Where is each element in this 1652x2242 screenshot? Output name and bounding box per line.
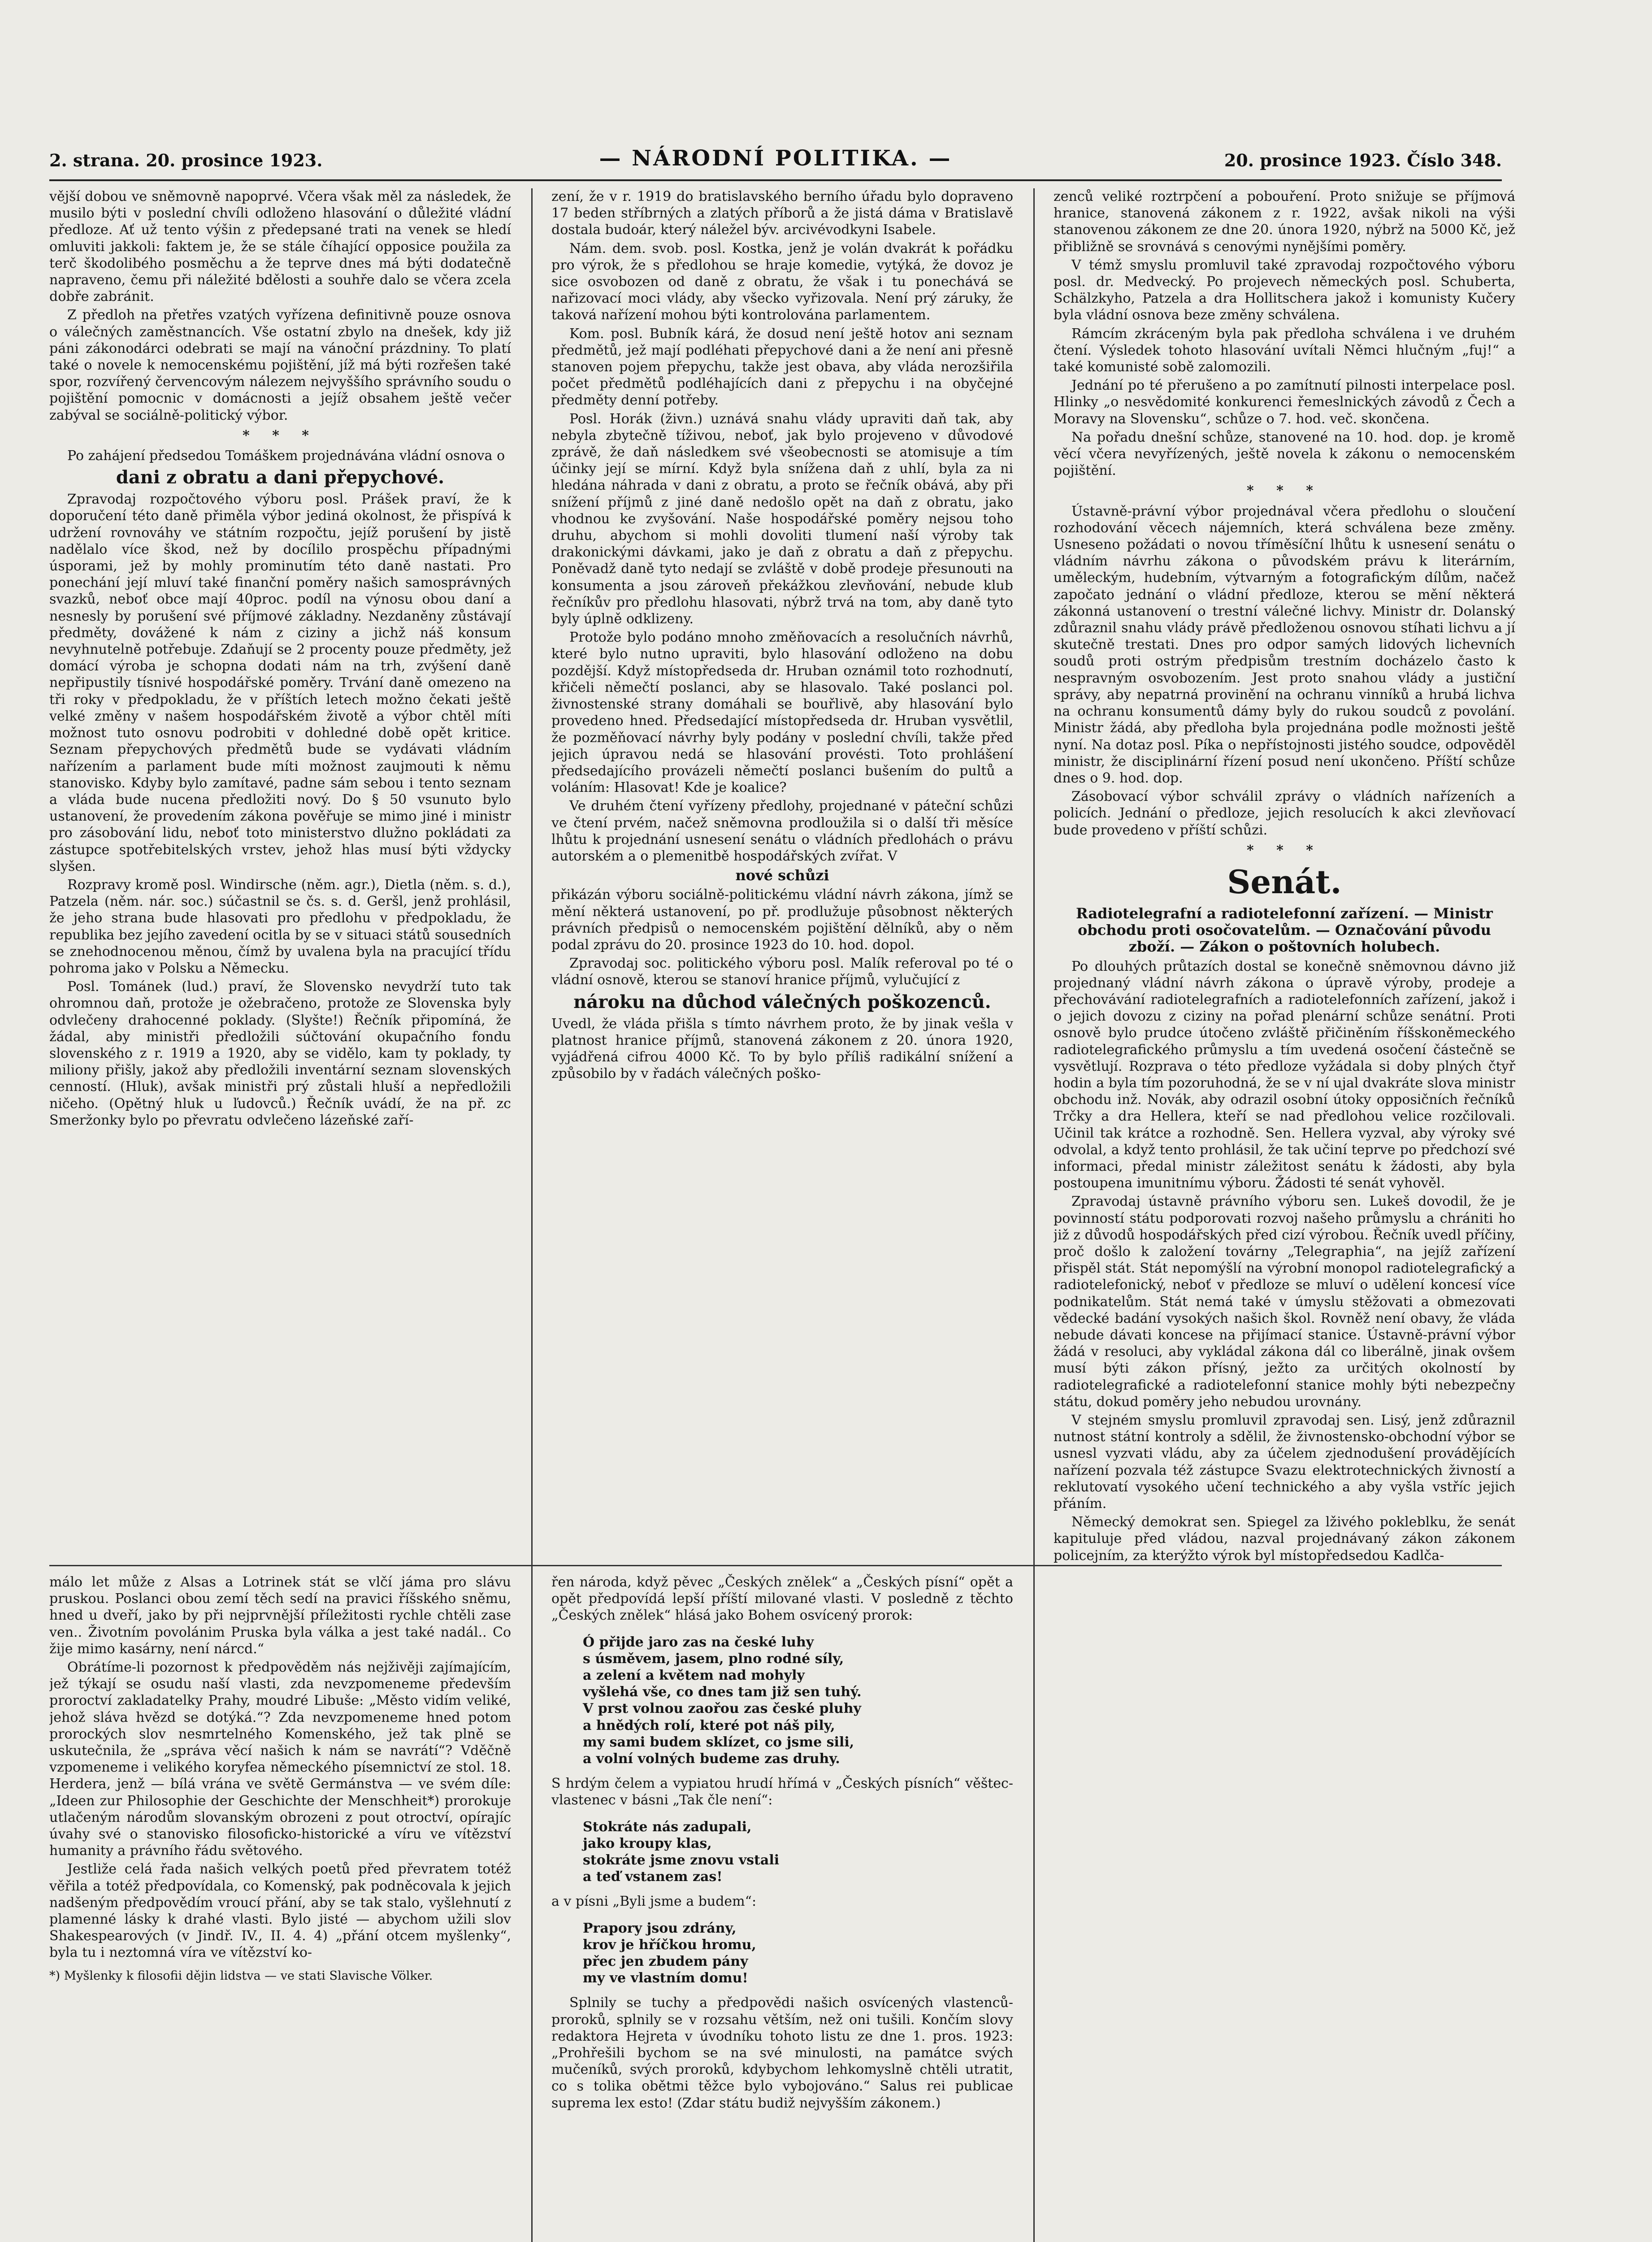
- paragraph: Jednání po té přerušeno a po zamítnutí pilnosti interpelace posl. Hlinky „o nesvědomité konkurenci řemeslnických závodů z Čech a Moravy na Slovensku“, schůze o 7. hod. več. skončena.: [1054, 378, 1515, 427]
- poem-line: a teď vstanem zas!: [583, 1869, 723, 1885]
- paragraph: zenců veliké roztrpčení a pobouření. Proto snižuje se příjmová hranice, stanovená zákonem z r. 1922, avšak nikoli na výši stanovenou zákonem ze dne 20. února 1920, nýbrž na 5000 Kč, jež přibližně se srovnává s cenovými nynějšími poměry.: [1054, 189, 1515, 255]
- paragraph: V stejném smyslu promluvil zpravodaj sen. Lisý, jenž zdůraznil nutnost státní kontroly a sdělil, že živnostensko-obchodní výbor se usnesl vyzvati vládu, aby za účelem zjednodušení provádějících nařízení pozvala též zástupce Svazu elektrotechnických živností a reklutovatí vysokého učení technického a aby vyšla vstříc jejich přáním.: [1054, 1412, 1515, 1512]
- poem-line: my ve vlastním domu!: [583, 1970, 748, 1986]
- paragraph: Z předloh na přetřes vzatých vyřízena definitivně pouze osnova o válečných zaměstnancích. Vše ostatní zbylo na dnešek, kdy již páni zákonodárci odebrati se mají na vánoční prázdniny. To platí také o novele k nemocenskému pojištění, jíž má býti rozřešen také spor, rozvířený červencovým nálezem nejvyššího správního soudu o pojištění pomocnic v domácnosti a jejíž obsahem ještě večer zabýval se sociálně-politický výbor.: [49, 307, 511, 423]
- paragraph: Zpravodaj rozpočtového výboru posl. Prášek praví, že k doporučení této daně přiměla výbor jediná okolnost, že přispívá k udržení rovnováhy ve státním rozpočtu, jejíž porušení by jistě nadělalo více škod, než by docílilo prospěchu případnými úsporami, jež by mohly prominutím této daně nastati. Pro ponechání její mluví také finanční poměry našich samosprávných svazků, neboť obce mají 40proc. podíl na výnosu obou daní a nesnesly by porušení své příjmové základny. Nezdaněny zůstávají předměty, dovážené k nám z ciziny a jichž náš konsum nevyhnutelně potřebuje. Zdaňují se 2 procenty pouze předměty, jež domácí výroba je schopna dodati nám na trh, zvýšení daně nepřipustily tísnivé hospodářské poměry. Trvání daně omezeno na tři roky v předpokladu, že v příštích letech možno čekati ještě velké změny v našem hospodářském životě a výbor chtěl míti možnost tuto osnovu podrobiti v dohledné době opět kritice. Seznam přepychových předmětů bude se vydávati vládním nařízením a parlament bude míti možnost zaujmouti k němu stanovisko. Kdyby bylo zamítavé, padne sám sebou i tento seznam a vláda bude nucena předložiti nový. Do § 50 vsunuto bylo ustanovení, že provedením zákona pověřuje se mimo jiné i ministr pro zásobování lidu, neboť toto ministerstvo dlužno pokládati za zástupce spotřebitelských vrstev, jehož hlas musí býti vždycky slyšen.: [49, 491, 511, 874]
- paragraph: vější dobou ve sněmovně napoprvé. Včera však měl za následek, že musilo býti v poslední chvíli odloženo hlasování o důležité vládní předloze. Ať už tento výšin z předepsané trati na venek se hledí omluviti jakkoli: faktem je, že se stále číhající opposice použila za terč škodolibého posměchu a že teprve dnes má býti dodatečně napraveno, čemu při náležité bdělosti a souhře dalo se včera zcela dobře zabránit.: [49, 189, 511, 305]
- paragraph: řen národa, když pěvec „Českých znělek“ a „Českých písní“ opět a opět předpovídá lepší příští milované vlasti. V posledně z těchto „Českých znělek“ hlásá jako Bohem osvícený prorok:: [551, 1574, 1013, 1624]
- poem-line: vyšlehá vše, co dnes tam již sen tuhý.: [583, 1684, 862, 1700]
- paragraph: Ústavně-právní výbor projednával včera předlohu o sloučení rozhodování věcech nájemních, která schválena beze změny. Usneseno požádati o novou tříměsíční lhůtu k usnesení senátu o vládním návrhu zákona o původském právu k literárním, uměleckým, hudebním, výtvarným a fotografickým dílům, načež započato jednání o vládní předloze, kterou se mění některá zákonná ustanovení o trestní válečné lichvy. Ministr dr. Dolanský zdůraznil snahu vlády právě předloženou osnovou stíhati lichvu a jí skutečně trestati. Dnes pro odpor samých lidových lichevních soudů proti ostrým předpisům trestním docházelo často k nespravným osvobozením. Jest proto snahou vlády a justiční správy, aby nepatrná provinění na ochranu vinníků a hrubá lichva na ochranu konsumentů dámy byly do rukou soudců z povolání. Ministr žádá, aby předloha byla projednána podle možnosti ještě nyní. Na dotaz posl. Píka o nepřístojnosti jistého soudce, odpověděl ministr, že disciplinární řízení posud není ukončeno. Příští schůze dnes o 9. hod. dop.: [1054, 503, 1515, 786]
- poem-line: přec jen zbudem pány: [583, 1954, 748, 1970]
- paragraph: a v písni „Byli jsme a budem“:: [551, 1894, 757, 1910]
- section-separator: * * *: [1247, 483, 1322, 499]
- paragraph: Uvedl, že vláda přišla s tímto návrhem proto, že by jinak vešla v platnost hranice příjmů, stanovená zákonem z 20. února 1920, vyjádřená cifrou 4000 Kč. To by bylo příliš radikální snížení a způsobilo by v řadách válečných poško-: [551, 1016, 1013, 1082]
- poem-line: krov je hříčkou hromu,: [583, 1937, 756, 1953]
- paragraph: Zásobovací výbor schválil zprávy o vládních nařízeních a policích. Jednání o předloze, jejich resolucích k akci zlevňovací bude provedeno v příští schůzi.: [1054, 789, 1515, 838]
- senate-headline: Senát.: [1227, 862, 1342, 901]
- poem-line: Stokráte nás zadupali,: [583, 1819, 752, 1835]
- spacer: [551, 1626, 1013, 1634]
- spacer: [551, 1885, 1013, 1893]
- page-header: [49, 146, 1502, 177]
- paragraph: Rozpravy kromě posl. Windirsche (něm. agr.), Dietla (něm. s. d.), Patzela (něm. nár. soc.) súčastnil se čs. s. d. Geršl, jenž prohlásil, že jeho strana bude hlasovati pro předlohu v předpokladu, že republika bez jejího zavedení ocitla by se v situaci států sousedních se znehodnocenou měnou, čímž by uvalena byla na pracující třídu pohroma jako v Polsku a Německu.: [49, 877, 511, 976]
- paragraph: Posl. Horák (živn.) uznává snahu vlády upraviti daň tak, aby nebyla zbytečně tíživou, neboť, jak bylo projeveno v důvodové zprávě, že daň následkem své všeobecnosti se atomisuje a tím účinky její se mírní. Když byla snížena daň z uhlí, byla za ni hledána náhrada v dani z obratu, a proto se řečník obává, aby při snížení příjmů z jiné daně nedošlo opět na daň z obratu, jako vhodnou ke zvyšování. Naše hospodářské poměry nejsou toho druhu, abychom si mohli dovoliti tlumení naší výroby tak drakonickými dávkami, jako je daň z obratu a daň z přepychu. Poněvadž daně tyto nedají se zvláště v době prodeje přesunouti na konsumenta a jsou zároveň překážkou zlevňování, nebude klub řečníkův pro předlohu hlasovati, nýbrž trvá na tom, aby daně tyto byly úplně odklizeny.: [551, 411, 1013, 627]
- paragraph: Posl. Tománek (lud.) praví, že Slovensko nevydrží tuto tak ohromnou daň, protože je ožebračeno, protože ze Slovenska byly odvlečeny drahocenné poklady. (Slyšte!) Řečník připomíná, že žádal, aby ministři předložili súčtování okupačního fondu slovenského z r. 1919 a 1920, aby se vidělo, kam ty poklady, ty miliony přišly, jakož aby předložili inventární seznam slovenských cenností. (Hluk), avšak ministři prý zůstali hluší a nepředložili ničeho. (Opětný hluk u ľudovců.) Řečník uvádí, že na př. zc Smeržonky bylo po převratu odvlečeno lázeňské zaří-: [49, 979, 511, 1128]
- poem-line: s úsměvem, jasem, plno rodné síly,: [583, 1651, 844, 1667]
- poem-line: jako kroupy klas,: [583, 1835, 712, 1851]
- paragraph: Protože bylo podáno mnoho změňovacích a resolučních návrhů, které bylo nutno upraviti, bylo hlasování odloženo na dobu pozdější. Když místopředseda dr. Hruban oznámil toto rozhodnutí, křičeli němečtí poslanci, aby se hlasovalo. Také poslanci pol. živnostenské strany domáhali se bouřlivě, aby hlasování bylo provedeno hned. Předsedající místopředseda dr. Hruban vysvětlil, že pozměňovací návrhy byly podány v poslední chvíli, takže před jejich úpravou nedá se hlasování provésti. Toto prohlášení předsedajícího provázeli němečtí poslanci bušením do pultů a voláním: Hlasovat! Kde je koalice?: [551, 630, 1013, 796]
- header-rule: [49, 179, 1502, 181]
- article-column-3: [1054, 188, 1515, 2242]
- paragraph: přikázán výboru sociálně-politickému vládní návrh zákona, jímž se mění některá ustanovení, po př. prodlužuje působnost některých právních předpisů o nemocenském pojištění dělníků, aby o něm podal zprávu do 20. prosince 1923 do 10. hod. dopol.: [551, 887, 1013, 953]
- section-headline: dani z obratu a dani přepychové.: [116, 467, 445, 488]
- spacer: [551, 1912, 1013, 1920]
- paragraph: Rámcím zkráceným byla pak předloha schválena i ve druhém čtení. Výsledek tohoto hlasování uvítali Němci hlučným „fuj!“ a také komunisté sobě zalomozili.: [1054, 326, 1515, 375]
- paragraph: Jestliže celá řada našich velkých poetů před převratem totéž věřila a totéž předpovídala, co Komenský, pak podněcovala k jejich nadšeným předpovědím vroucí přání, aby se tak stalo, vyšlehnutí z plamenné lásky k drahé vlasti. Bylo jisté — abychom užili slov Shakespearových (v Jindř. IV., II. 4. 4) „přání otcem myšlenky“, byla tu i neztomná víra ve vítězství ko-: [49, 1861, 511, 1961]
- paragraph: V témž smyslu promluvil také zpravodaj rozpočtového výboru posl. dr. Medvecký. Po projevech německých posl. Schuberta, Schälzkyho, Patzela a dra Hollitschera jakož i komunisty Kučery byla vládní osnova beze změny schválena.: [1054, 257, 1515, 323]
- paragraph: Zpravodaj soc. politického výboru posl. Malík referoval po té o vládní osnově, kterou se stanoví hranice příjmů, vylučující z: [551, 956, 1013, 988]
- masthead-title: — NÁRODNÍ POLITIKA. —: [599, 146, 952, 171]
- spacer: [551, 1986, 1013, 1994]
- section-separator: * * *: [1247, 842, 1322, 858]
- section-subhead: nové schůzi: [735, 867, 829, 884]
- paragraph: Kom. posl. Bubník kárá, že dosud není ještě hotov ani seznam předmětů, jež mají podléhati přepychové dani a že není ani přesně stanoven pojem přepychu, takže jest obava, aby vláda nerozšiřila počet předmětů podléhajících dani z přepychu i na obyčejné předměty denní potřeby.: [551, 326, 1013, 408]
- paragraph: Německý demokrat sen. Spiegel za lživého pokleblku, že senát kapituluje před vládou, nazval projednávaný zákon zákonem policejním, za kterýžto výrok byl místopředsedou Kadlča-: [1054, 1514, 1515, 1564]
- column-divider: [1033, 188, 1035, 2242]
- paragraph: S hrdým čelem a vypiatou hrudí hřímá v „Českých písních“ věštec-vlastenec v básni „Tak čle není“:: [551, 1776, 1013, 1808]
- poem-line: a zelení a květem nad mohyly: [583, 1668, 805, 1684]
- section-headline: nároku na důchod válečných poškozenců.: [573, 991, 991, 1012]
- spacer: [551, 1811, 1013, 1819]
- paragraph: Obrátíme-li pozornost k předpověděm nás nejživěji zajímajícím, jež týkají se osudu naší vlasti, zda nevzpomeneme především proroctví zakladatelky Prahy, moudré Libuše: „Město vidím veliké, jehož sláva hvězd se dotýká.“? Zda nevzpomeneme hned potom prorockých slov nesmrtelného Komenského, jež tak plně se uskutečnila, že „správa věcí našich k nám se navrátí“? Vděčně vzpomeneme i velikého koryfea německého písemnictví ze stol. 18. Herdera, jenž — bílá vrána ve světě Germánstva — ve svém díle: „Ideen zur Philosophie der Geschichte der Menschheit*) prorokuje utlačeným národům slovanským obrozeni z pout otroctví, opírajíc úvahy své o stanovisko filosoficko-historické a víru ve vítězství humanity a právního řádu světového.: [49, 1660, 511, 1859]
- footnote: *) Myšlenky k filosofii dějin lidstva — ve stati Slavische Völker.: [49, 1968, 433, 1983]
- poem-line: stokráte jsme znovu vstali: [583, 1852, 780, 1868]
- feuilleton-column-2: [551, 1574, 1013, 2242]
- senate-subhead: Radiotelegrafní a radiotelefonní zařízení. — Ministr obchodu proti osočovatelům. — Označování původu zboží. — Zákon o poštovních holubech.: [1076, 904, 1493, 956]
- column-divider: [531, 188, 533, 2242]
- header-date-page: 2. strana. 20. prosince 1923.: [49, 150, 323, 170]
- header-issue-number: 20. prosince 1923. Číslo 348.: [1224, 150, 1502, 170]
- paragraph: Na pořadu dnešní schůze, stanovené na 10. hod. dop. je kromě věcí včera nevyřízených, ještě novela k zákonu o nemocenském pojištění.: [1054, 429, 1515, 479]
- poem-line: my sami budem sklízet, co jsme sili,: [583, 1734, 854, 1750]
- poem-line: Prapory jsou zdrány,: [583, 1920, 737, 1936]
- section-separator: * * *: [243, 427, 318, 443]
- poem-line: a volní volných budeme zas druhy.: [583, 1751, 840, 1767]
- poem-line: V prst volnou zaořou zas české pluhy: [583, 1701, 861, 1717]
- paragraph: Nám. dem. svob. posl. Kostka, jenž je volán dvakrát k pořádku pro výrok, že s předlohou se hraje komedie, vytýká, že dovoz je sice osvobozen od daně z obratu, že však i tu ponechává se nařizovací moci vlády, aby všecko vyřizovala. Není prý záruky, že taková nařízení mohou býti kontrolována parlamentem.: [551, 240, 1013, 323]
- poem-line: Ó přijde jaro zas na české luhy: [583, 1634, 814, 1650]
- paragraph: zení, že v r. 1919 do bratislavského berního úřadu bylo dopraveno 17 beden stříbrných a zlatých příborů a že jistá dáma v Bratislavě dostala budoár, který náležel býv. arcivévodkyni Isabele.: [551, 189, 1013, 238]
- paragraph: málo let může z Alsas a Lotrinek stát se vlčí jáma pro slávu pruskou. Poslanci obou zemí těch sedí na pravici říšského sněmu, hned u dveří, jako by při nejprvnější příležitosti rychle chtěli zase ven.. Životním povolánim Pruska byla válka a jest také nadál.. Co žije mimo kasárny, není nárcd.“: [49, 1574, 511, 1657]
- feuilleton-column-1: [49, 1574, 511, 2242]
- paragraph: Splnily se tuchy a předpovědi našich osvícených vlastenců-proroků, splnily se v rozsahu větším, než oni tušili. Končím slovy redaktora Hejreta v úvodníku tohoto listu ze dne 1. pros. 1923: „Prohřešili bychom se na své minulosti, na památce svých mučeníků, svých proroků, kdybychom lehkomyslně chtěli utratit, co s tolika obětmi těžce bylo vybojováno.“ Salus rei publicae suprema lex esto! (Zdar státu budiž nejvyšším zákonem.): [551, 1995, 1013, 2111]
- spacer: [551, 1767, 1013, 1775]
- paragraph: Po zahájení předsedou Tomáškem projednávána vládní osnova o: [67, 448, 505, 464]
- poem-line: a hnědých rolí, které pot náš pily,: [583, 1717, 835, 1734]
- paragraph: Ve druhém čtení vyřízeny předlohy, projednané v páteční schůzi ve čtení prvém, načež sněmovna prodloužila si o další tři měsíce lhůtu k projednání usnesení senátu o vládních předlohách o právu autorském a o plemenitbě hospodářských zvířat. V: [551, 798, 1013, 864]
- paragraph: Po dlouhých průtazích dostal se konečně sněmovnou dávno již projednaný vládní návrh zákona o úpravě výroby, prodeje a přechovávání radiotelegrafních a radiotelefonních zařízení, jakož i o jejich dovozu z ciziny na pořad plenární schůze senátní. Proti osnově bylo prudce útočeno zvláště přičiněním říšskoněmeckého radiotelegrafického průmyslu a tím uvedená osočení částečně se vysvětlují. Rozprava o této předloze vyžádala si doby plných čtyř hodin a byla tím pozoruhodná, že se v ní ujal dvakráte slova ministr obchodu inž. Novák, aby odrazil osobní útoky opposičních řečníků Trčky a dra Hellera, kteří se nad předlohou velice rozčilovali. Učinil tak krátce a rozhodně. Sen. Hellera vyzval, aby výroky své odvolal, a když tento prohlásil, že tak učiní teprve po předchozí své informaci, předal ministr záležitost senátu k žádosti, aby byla postoupena imunitnímu výboru. Žádosti té senát vyhověl.: [1054, 958, 1515, 1191]
- paragraph: Zpravodaj ústavně právního výboru sen. Lukeš dovodil, že je povinností státu podporovati rozvoj našeho průmyslu a chrániti ho již z důvodů hospodářských před cizí výrobou. Řečník uvedl příčiny, proč došlo k založení továrny „Telegraphia“, na jejíž zařízení přispěl stát. Stát nepomýšlí na výrobní monopol radiotelegrafický a radiotelefonický, neboť v předloze se mluví o udělení koncesí více podnikatelům. Stát nemá také v úmyslu stěžovati a obmezovati vědecké badání vysokých našich škol. Rovněž není obavy, že vláda nebude dávati koncese na přijímací stanice. Ústavně-právní výbor žádá v resoluci, aby vykládal zákona dál co liberálně, jinak ovšem musí býti zákon přísný, ježto za určitých okolností by radiotelegrafické a radiotelefonní stanice mohly býti nebezpečny státu, dokud poměry jeho nebudou urovnány.: [1054, 1194, 1515, 1410]
